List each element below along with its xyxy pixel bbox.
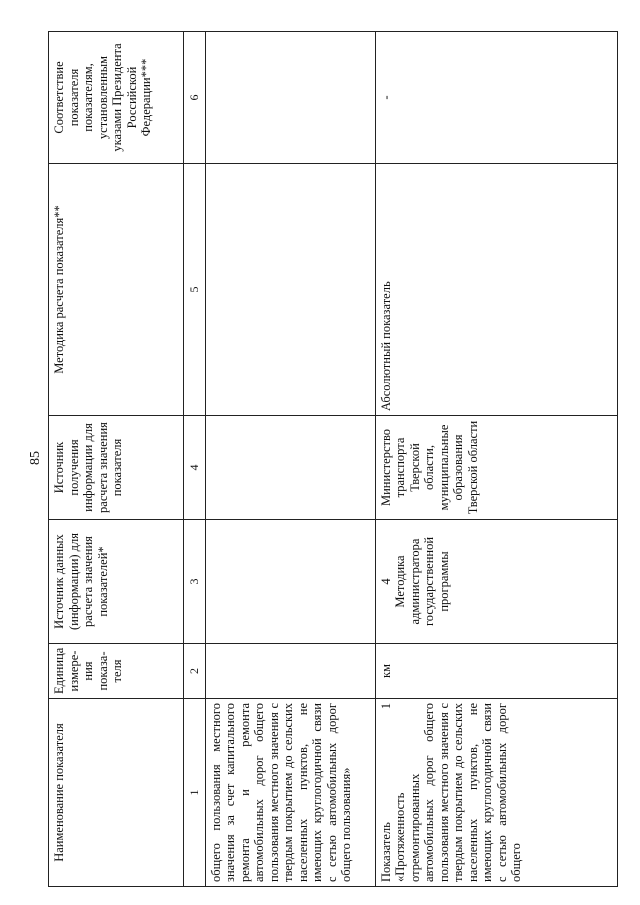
index-cell: 1	[184, 699, 206, 887]
empty-cell	[205, 416, 375, 520]
indicator-name-cell	[375, 699, 617, 887]
indicator-decree-match: -	[375, 32, 617, 164]
index-cell: 2	[184, 644, 206, 699]
empty-cell	[205, 32, 375, 164]
data-source-text: Методика администратора государственной программы	[393, 536, 451, 627]
header-info-source: Источник получения информации для расчета значения показателя	[49, 416, 184, 520]
indicator-heading	[379, 703, 394, 882]
index-cell: 4	[184, 416, 206, 520]
header-decree-match: Соответствие показателя показателям, установленным указами Президента Российской Федерации***	[49, 32, 184, 164]
empty-cell	[205, 164, 375, 416]
indicator-method: Абсолютный показатель	[375, 164, 617, 416]
index-cell: 5	[184, 164, 206, 416]
header-row	[49, 32, 184, 887]
indicator-info-source: Министерство транспорта Тверской области, муниципальные образования Тверской области	[375, 416, 617, 520]
continuation-name: общего пользования местного значения за счет капитального ремонта и ремонта автомобильных дорог общего пользования местного значения с твердым покрытием до сельских населенных пунктов, не имеющих круглогодичной связи с сетью автомобильных дорог общего пользования»	[205, 699, 375, 887]
indicator-label: Показатель	[378, 822, 393, 882]
index-cell: 6	[184, 32, 206, 164]
indicator-name: «Протяженность отремонтированных автомобильных дорог общего пользования местного значения с твердым покрытием до сельских населенных пунктов, не имеющих круглогодичной связи с сетью автомобильных дорог общего	[393, 703, 524, 882]
header-name: Наименование показателя	[49, 699, 184, 887]
continuation-row	[205, 32, 375, 887]
index-cell: 3	[184, 520, 206, 644]
indicator-unit: км	[375, 644, 617, 699]
indicator-data-source-cell	[375, 520, 617, 644]
empty-cell	[205, 520, 375, 644]
header-unit: Единица измере-ния показа-теля	[49, 644, 184, 699]
header-data-source: Источник данных (информации) для расчета значения показателей*	[49, 520, 184, 644]
indicator-number: 1	[378, 703, 393, 710]
indicators-table	[48, 31, 618, 887]
data-source-code: 4	[378, 578, 393, 585]
indicator-row	[375, 32, 617, 887]
header-method: Методика расчета показателя**	[49, 164, 184, 416]
page-number: 85	[28, 451, 43, 465]
index-row	[184, 32, 206, 887]
empty-cell	[205, 644, 375, 699]
